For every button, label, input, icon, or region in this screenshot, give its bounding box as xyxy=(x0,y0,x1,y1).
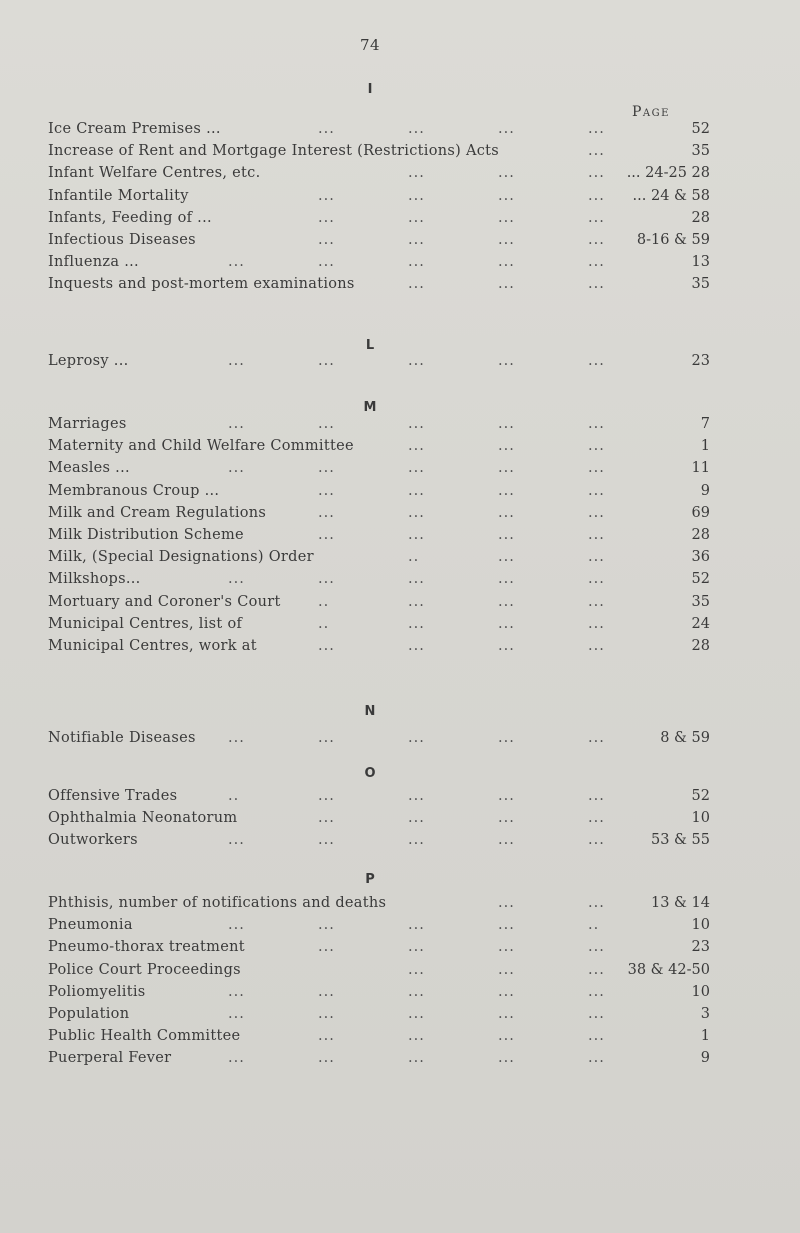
leader-dots: ... xyxy=(588,1006,605,1022)
leader-dots: ... xyxy=(498,615,515,632)
leader-dots: ... xyxy=(588,961,605,978)
leader-dots: ... xyxy=(318,810,335,827)
entry-page: 52 xyxy=(691,121,710,137)
leader-dots: ... xyxy=(498,788,515,804)
entry-title: Puerperal Fever xyxy=(48,1050,172,1067)
leader-dots: ... xyxy=(408,832,425,849)
leader-dots: ... xyxy=(498,276,515,293)
leader-dots: ... xyxy=(408,165,425,182)
entry-page: 35 xyxy=(691,593,710,610)
entry-page: 13 & 14 xyxy=(650,895,710,911)
leader-dots: ... xyxy=(498,1028,515,1045)
index-entry xyxy=(48,829,710,851)
leader-dots: .. xyxy=(228,788,240,804)
leader-dots: ... xyxy=(588,939,605,956)
index-entry xyxy=(48,613,710,635)
entry-page: 36 xyxy=(691,549,710,566)
index-entry xyxy=(48,1047,710,1069)
leader-dots: ... xyxy=(408,1006,425,1022)
entry-page: 9 xyxy=(700,1050,710,1067)
index-entry xyxy=(48,502,710,524)
leader-dots: ... xyxy=(318,232,335,248)
leader-dots: ... xyxy=(408,504,425,521)
entry-page: 38 & 42-50 xyxy=(627,961,710,978)
leader-dots: ... xyxy=(588,121,605,137)
entry-title: Municipal Centres, list of xyxy=(48,615,243,632)
entry-page: 28 xyxy=(691,527,710,543)
leader-dots: ... xyxy=(588,527,605,543)
index-entry xyxy=(48,959,710,981)
entry-page: 53 & 55 xyxy=(650,832,710,849)
entry-title: Municipal Centres, work at xyxy=(48,638,257,654)
entry-title: Pneumo-thorax treatment xyxy=(48,939,245,956)
index-entry xyxy=(48,457,710,479)
leader-dots: ... xyxy=(588,788,605,804)
entry-page: 35 xyxy=(691,276,710,293)
leader-dots: ... xyxy=(588,832,605,849)
leader-dots: ... xyxy=(408,638,425,654)
leader-dots: ... xyxy=(408,593,425,610)
leader-dots: .. xyxy=(588,917,600,934)
section-letter: O xyxy=(364,766,376,781)
entry-page: 8-16 & 59 xyxy=(636,232,710,248)
leader-dots: ... xyxy=(228,460,245,477)
entry-title: Increase of Rent and Mortgage Interest (Restrictions) Acts xyxy=(48,143,500,160)
entry-page: 28 xyxy=(691,209,710,226)
entry-title: Infant Welfare Centres, etc. xyxy=(48,165,261,182)
leader-dots: .. xyxy=(318,593,330,610)
entry-page: 7 xyxy=(700,416,710,432)
leader-dots: ... xyxy=(408,187,425,204)
leader-dots: ... xyxy=(408,961,425,978)
entry-page: 35 xyxy=(691,143,710,160)
index-entry xyxy=(48,435,710,457)
entry-page: 10 xyxy=(691,917,710,934)
leader-dots: ... xyxy=(318,832,335,849)
leader-dots: ... xyxy=(318,504,335,521)
entry-title: Notifiable Diseases xyxy=(48,730,196,746)
index-entry xyxy=(48,118,710,140)
leader-dots: ... xyxy=(408,438,425,455)
leader-dots: ... xyxy=(498,254,515,271)
entry-page: ... 24 & 58 xyxy=(632,187,710,204)
entry-title: Leprosy ... xyxy=(48,353,129,369)
leader-dots: ... xyxy=(588,416,605,432)
leader-dots: ... xyxy=(498,165,515,182)
leader-dots: ... xyxy=(588,638,605,654)
index-entry xyxy=(48,350,710,372)
leader-dots: ... xyxy=(408,983,425,1000)
entry-title: Poliomyelitis xyxy=(48,983,146,1000)
entry-title: Infantile Mortality xyxy=(48,187,189,204)
index-entry xyxy=(48,981,710,1003)
leader-dots: ... xyxy=(408,232,425,248)
leader-dots: ... xyxy=(588,276,605,293)
leader-dots: ... xyxy=(228,416,245,432)
leader-dots: ... xyxy=(498,416,515,432)
index-entry xyxy=(48,635,710,657)
entry-title: Police Court Proceedings xyxy=(48,961,241,978)
index-entry xyxy=(48,1025,710,1047)
leader-dots: ... xyxy=(498,961,515,978)
entry-title: Membranous Croup ... xyxy=(48,482,220,499)
entry-page: 23 xyxy=(691,353,710,369)
index-entry xyxy=(48,185,710,207)
entry-page: 28 xyxy=(691,638,710,654)
index-entry xyxy=(48,524,710,546)
entry-title: Phthisis, number of notifications and deaths xyxy=(48,895,387,911)
leader-dots: ... xyxy=(498,482,515,499)
entry-title: Infectious Diseases xyxy=(48,232,196,248)
leader-dots: ... xyxy=(498,209,515,226)
leader-dots: .. xyxy=(318,615,330,632)
index-entry xyxy=(48,207,710,229)
section-letter: I xyxy=(367,82,373,97)
leader-dots: ... xyxy=(498,1006,515,1022)
leader-dots: ... xyxy=(408,615,425,632)
leader-dots: ... xyxy=(228,254,245,271)
leader-dots: ... xyxy=(408,917,425,934)
leader-dots: ... xyxy=(318,416,335,432)
index-entry xyxy=(48,914,710,936)
index-entry xyxy=(48,936,710,958)
entry-page: 10 xyxy=(691,983,710,1000)
entry-title: Public Health Committee xyxy=(48,1028,241,1045)
leader-dots: ... xyxy=(498,121,515,137)
leader-dots: ... xyxy=(588,504,605,521)
leader-dots: ... xyxy=(498,810,515,827)
entry-title: Milk Distribution Scheme xyxy=(48,527,244,543)
leader-dots: ... xyxy=(408,276,425,293)
leader-dots: ... xyxy=(318,460,335,477)
entry-title: Ophthalmia Neonatorum xyxy=(48,810,238,827)
leader-dots: ... xyxy=(408,527,425,543)
leader-dots: ... xyxy=(588,1028,605,1045)
leader-dots: ... xyxy=(318,638,335,654)
leader-dots: ... xyxy=(408,482,425,499)
entry-title: Milk and Cream Regulations xyxy=(48,504,267,521)
leader-dots: ... xyxy=(318,1028,335,1045)
leader-dots: ... xyxy=(318,1006,335,1022)
index-entry xyxy=(48,785,710,807)
entry-title: Milkshops... xyxy=(48,571,141,588)
entry-page: 9 xyxy=(700,482,710,499)
leader-dots: ... xyxy=(588,1050,605,1067)
leader-dots: ... xyxy=(498,187,515,204)
index-entry xyxy=(48,273,710,295)
page-number: 74 xyxy=(359,36,381,54)
index-entry xyxy=(48,1003,710,1025)
leader-dots: ... xyxy=(498,1050,515,1067)
leader-dots: ... xyxy=(318,571,335,588)
leader-dots: ... xyxy=(588,254,605,271)
leader-dots: ... xyxy=(228,983,245,1000)
leader-dots: ... xyxy=(228,1006,245,1022)
entry-page: 13 xyxy=(691,254,710,271)
entry-title: Inquests and post-mortem examinations xyxy=(48,276,355,293)
leader-dots: ... xyxy=(498,571,515,588)
leader-dots: ... xyxy=(408,810,425,827)
leader-dots: ... xyxy=(228,353,245,369)
entry-page: 69 xyxy=(691,504,710,521)
leader-dots: ... xyxy=(228,917,245,934)
leader-dots: ... xyxy=(588,730,605,746)
leader-dots: ... xyxy=(408,1050,425,1067)
leader-dots: ... xyxy=(588,353,605,369)
leader-dots: ... xyxy=(588,143,605,160)
leader-dots: ... xyxy=(318,353,335,369)
leader-dots: ... xyxy=(408,353,425,369)
entry-title: Offensive Trades xyxy=(48,788,178,804)
leader-dots: ... xyxy=(498,549,515,566)
index-entry xyxy=(48,892,710,914)
index-entry xyxy=(48,807,710,829)
leader-dots: ... xyxy=(498,460,515,477)
leader-dots: .. xyxy=(408,549,420,566)
leader-dots: ... xyxy=(228,571,245,588)
leader-dots: ... xyxy=(498,232,515,248)
index-entry xyxy=(48,591,710,613)
index-entry xyxy=(48,251,710,273)
leader-dots: ... xyxy=(318,187,335,204)
entry-title: Maternity and Child Welfare Committee xyxy=(48,438,354,455)
leader-dots: ... xyxy=(408,730,425,746)
leader-dots: ... xyxy=(408,254,425,271)
entry-title: Pneumonia xyxy=(48,917,133,934)
index-entry xyxy=(48,140,710,162)
entry-page: 1 xyxy=(700,1028,710,1045)
section-letter: N xyxy=(364,704,376,719)
index-entry xyxy=(48,162,710,184)
leader-dots: ... xyxy=(408,1028,425,1045)
entry-page: 8 & 59 xyxy=(660,730,710,746)
entry-page: 11 xyxy=(691,460,710,477)
leader-dots: ... xyxy=(498,895,515,911)
index-entry xyxy=(48,229,710,251)
leader-dots: ... xyxy=(588,460,605,477)
leader-dots: ... xyxy=(318,1050,335,1067)
leader-dots: ... xyxy=(228,832,245,849)
entry-title: Population xyxy=(48,1006,130,1022)
entry-page: 10 xyxy=(691,810,710,827)
entry-title: Ice Cream Premises ... xyxy=(48,121,221,137)
leader-dots: ... xyxy=(318,482,335,499)
leader-dots: ... xyxy=(588,593,605,610)
entry-page: 23 xyxy=(691,939,710,956)
leader-dots: ... xyxy=(318,254,335,271)
leader-dots: ... xyxy=(588,810,605,827)
entry-page: 24 xyxy=(691,615,710,632)
leader-dots: ... xyxy=(318,917,335,934)
index-entry xyxy=(48,413,710,435)
index-entry xyxy=(48,568,710,590)
leader-dots: ... xyxy=(588,165,605,182)
section-letter: L xyxy=(365,338,375,353)
entry-title: Infants, Feeding of ... xyxy=(48,209,212,226)
index-entry xyxy=(48,480,710,502)
leader-dots: ... xyxy=(588,615,605,632)
entry-title: Measles ... xyxy=(48,460,130,477)
leader-dots: ... xyxy=(498,730,515,746)
entry-title: Milk, (Special Designations) Order xyxy=(48,549,314,566)
entry-title: Influenza ... xyxy=(48,254,139,271)
leader-dots: ... xyxy=(588,209,605,226)
leader-dots: ... xyxy=(588,549,605,566)
leader-dots: ... xyxy=(498,638,515,654)
leader-dots: ... xyxy=(318,527,335,543)
section-letter: M xyxy=(363,400,377,415)
leader-dots: ... xyxy=(588,187,605,204)
leader-dots: ... xyxy=(408,571,425,588)
leader-dots: ... xyxy=(588,232,605,248)
leader-dots: ... xyxy=(588,983,605,1000)
entry-page: 52 xyxy=(691,571,710,588)
leader-dots: ... xyxy=(498,832,515,849)
leader-dots: ... xyxy=(588,895,605,911)
leader-dots: ... xyxy=(408,788,425,804)
entry-page: 1 xyxy=(700,438,710,455)
leader-dots: ... xyxy=(498,527,515,543)
leader-dots: ... xyxy=(498,353,515,369)
section-letter: P xyxy=(365,872,375,887)
leader-dots: ... xyxy=(318,121,335,137)
leader-dots: ... xyxy=(498,504,515,521)
leader-dots: ... xyxy=(498,939,515,956)
leader-dots: ... xyxy=(408,939,425,956)
leader-dots: ... xyxy=(498,983,515,1000)
leader-dots: ... xyxy=(588,438,605,455)
leader-dots: ... xyxy=(588,482,605,499)
entry-title: Outworkers xyxy=(48,832,138,849)
leader-dots: ... xyxy=(408,209,425,226)
leader-dots: ... xyxy=(318,209,335,226)
leader-dots: ... xyxy=(318,939,335,956)
leader-dots: ... xyxy=(228,730,245,746)
leader-dots: ... xyxy=(318,730,335,746)
entry-page: 52 xyxy=(691,788,710,804)
leader-dots: ... xyxy=(408,416,425,432)
leader-dots: ... xyxy=(498,593,515,610)
leader-dots: ... xyxy=(318,788,335,804)
index-entry xyxy=(48,727,710,749)
leader-dots: ... xyxy=(408,121,425,137)
entry-title: Mortuary and Coroner's Court xyxy=(48,593,281,610)
entry-page: ... 24-25 28 xyxy=(626,165,710,182)
entry-page: 3 xyxy=(700,1006,710,1022)
index-entry xyxy=(48,546,710,568)
leader-dots: ... xyxy=(228,1050,245,1067)
entry-title: Marriages xyxy=(48,416,127,432)
leader-dots: ... xyxy=(498,438,515,455)
leader-dots: ... xyxy=(318,983,335,1000)
leader-dots: ... xyxy=(408,460,425,477)
page-column-label: Page xyxy=(632,104,670,120)
leader-dots: ... xyxy=(498,917,515,934)
leader-dots: ... xyxy=(588,571,605,588)
